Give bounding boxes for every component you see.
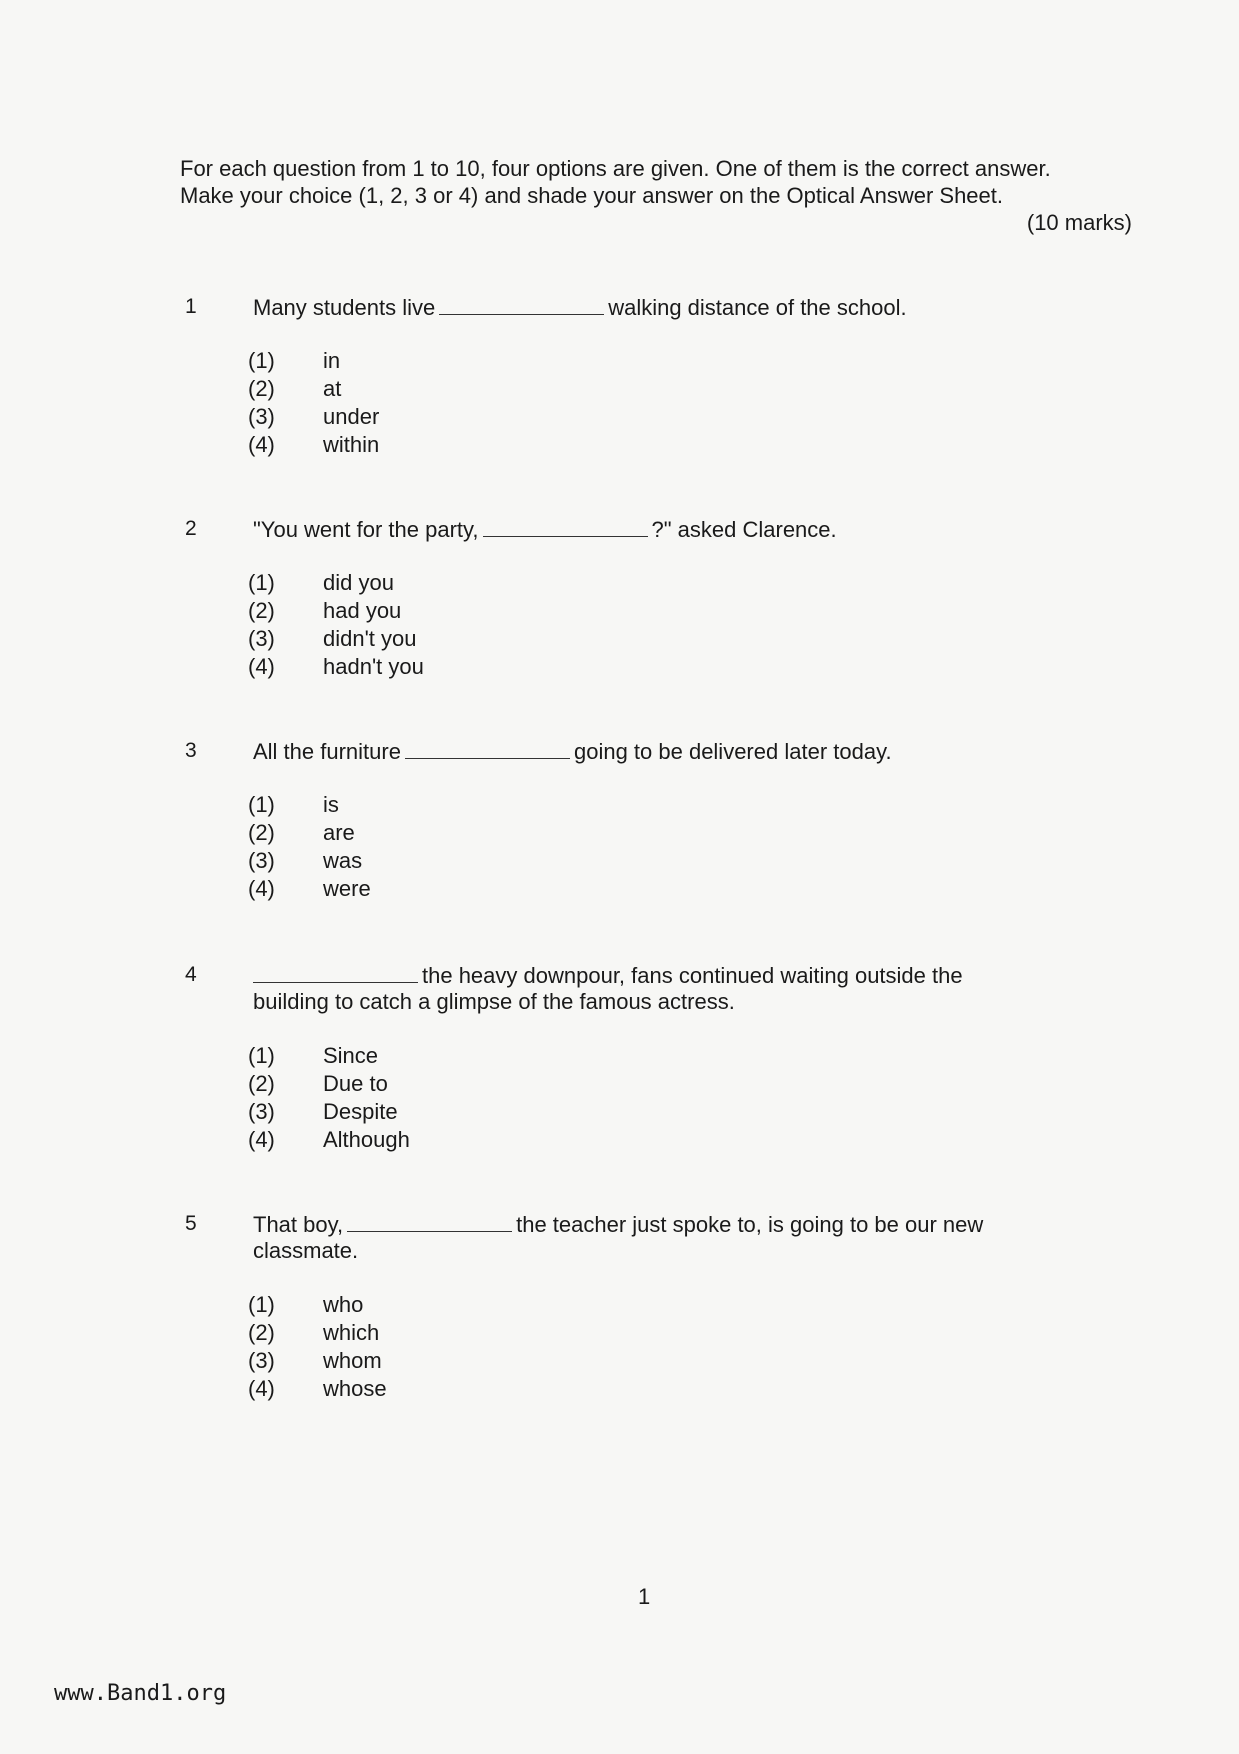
option-1: (1) did you (248, 570, 394, 595)
option-3: (3) didn't you (248, 626, 417, 651)
option-3: (3) whom (248, 1348, 382, 1373)
option-1: (1) is (248, 792, 339, 817)
question-number: 3 (185, 739, 197, 762)
question-text: Many students live walking distance of the school. (253, 295, 907, 320)
options-list (248, 1291, 387, 1403)
options-list (248, 791, 371, 903)
question-text: the heavy downpour, fans continued waiting outside the building to catch a glimpse of the famous actress. (253, 963, 963, 1014)
question-number: 1 (185, 295, 197, 318)
option-4: (4) Although (248, 1127, 410, 1152)
question-number: 4 (185, 963, 197, 986)
option-4: (4) hadn't you (248, 654, 424, 679)
option-1: (1) Since (248, 1043, 379, 1068)
option-1: (1) who (248, 1292, 364, 1317)
options-list (248, 347, 379, 459)
option-2: (2) at (248, 376, 342, 401)
options-list (248, 569, 424, 681)
option-2: (2) Due to (248, 1071, 388, 1096)
answer-blank (405, 740, 570, 759)
option-2: (2) had you (248, 598, 402, 623)
option-3: (3) Despite (248, 1099, 398, 1124)
page-number: 1 (638, 1584, 651, 1609)
instructions (180, 155, 1132, 236)
answer-blank (347, 1213, 512, 1232)
options-list (248, 1042, 410, 1154)
question-text: "You went for the party, ?" asked Clarence. (253, 517, 837, 542)
option-2: (2) which (248, 1320, 380, 1345)
option-3: (3) under (248, 404, 380, 429)
question-text: That boy, the teacher just spoke to, is going to be our new classmate. (253, 1212, 984, 1263)
option-4: (4) within (248, 432, 380, 457)
answer-blank (439, 296, 604, 315)
instructions-line-1: For each question from 1 to 10, four options are given. One of them is the correct answer. (180, 156, 1051, 181)
answer-blank (483, 518, 648, 537)
option-4: (4) whose (248, 1376, 387, 1401)
option-1: (1) in (248, 348, 341, 373)
option-4: (4) were (248, 876, 371, 901)
question-number: 2 (185, 517, 197, 540)
question-number: 5 (185, 1212, 197, 1235)
footer-url: www.Band1.org (54, 1681, 227, 1706)
answer-blank (253, 964, 418, 983)
question-text: All the furniture going to be delivered later today. (253, 739, 892, 764)
instructions-line-2: Make your choice (1, 2, 3 or 4) and shade your answer on the Optical Answer Sheet. (180, 183, 1004, 208)
marks-label: (10 marks) (1026, 210, 1132, 235)
option-2: (2) are (248, 820, 355, 845)
option-3: (3) was (248, 848, 363, 873)
